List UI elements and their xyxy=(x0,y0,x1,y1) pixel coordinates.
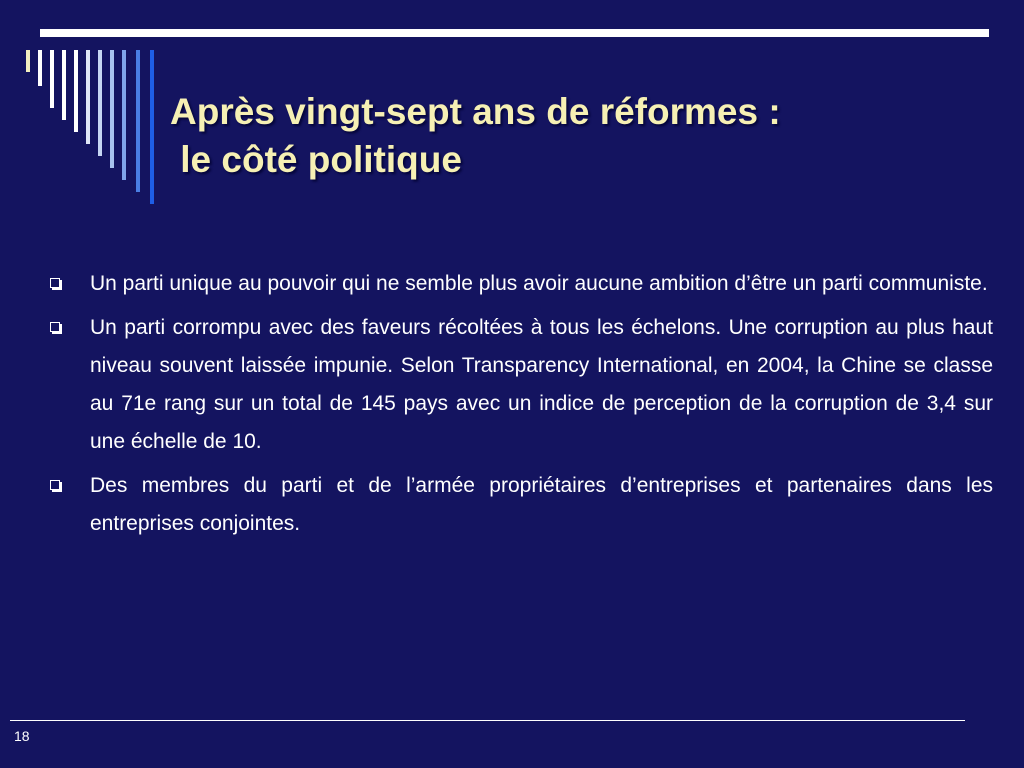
bullet-text: Des membres du parti et de l’armée propriétaires d’entreprises et partenaires dans les entreprises conjointes. xyxy=(90,474,993,535)
decorative-bar xyxy=(98,50,102,156)
decorative-bar xyxy=(38,50,42,86)
hollow-square-bullet-icon xyxy=(50,278,60,288)
bullet-item xyxy=(48,467,993,543)
bottom-rule xyxy=(10,720,965,721)
decorative-bar xyxy=(122,50,126,180)
hollow-square-bullet-icon xyxy=(50,480,60,490)
decorative-bar xyxy=(136,50,140,192)
slide-title xyxy=(170,88,990,184)
hollow-square-bullet-icon xyxy=(50,322,60,332)
bullet-item xyxy=(48,309,993,461)
decorative-bar xyxy=(26,50,30,72)
decorative-bar xyxy=(50,50,54,108)
title-line-2: le côté politique xyxy=(170,139,462,180)
decorative-bar xyxy=(86,50,90,144)
top-rule xyxy=(40,29,989,37)
bullet-item xyxy=(48,265,993,303)
decorative-bars xyxy=(0,0,180,220)
decorative-bar xyxy=(110,50,114,168)
decorative-bar xyxy=(62,50,66,120)
bullet-text: Un parti corrompu avec des faveurs récoltées à tous les échelons. Une corruption au plus haut niveau souvent laissée impunie. Selon Transparency International, en 2004, la Chine se classe au 71e rang sur un total de 145 pays avec un indice de perception de la corruption de 3,4 sur une échelle de 10. xyxy=(90,316,993,453)
decorative-bar xyxy=(74,50,78,132)
bullet-text: Un parti unique au pouvoir qui ne semble plus avoir aucune ambition d’être un parti communiste. xyxy=(90,272,988,295)
page-number: 18 xyxy=(14,728,30,744)
bullet-list xyxy=(48,265,993,549)
title-line-1: Après vingt-sept ans de réformes : xyxy=(170,91,781,132)
decorative-bar xyxy=(150,50,154,204)
